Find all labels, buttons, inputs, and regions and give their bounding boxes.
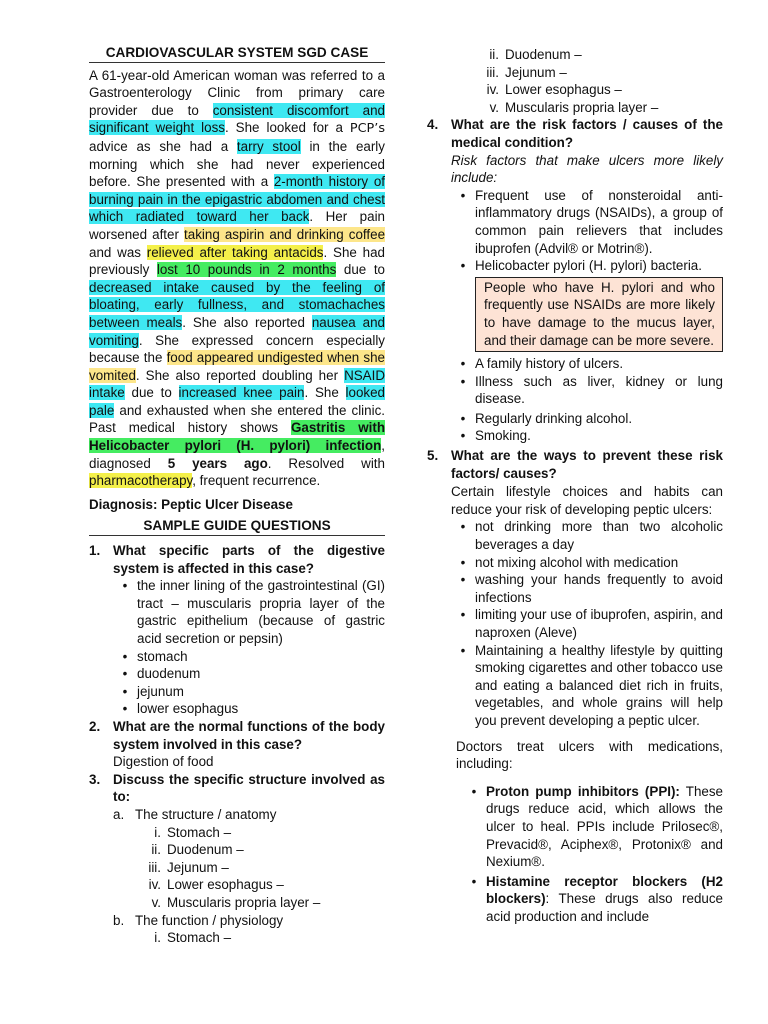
list-item-text: Maintaining a healthy lifestyle by quitting smoking cigarettes and other tobacco use and eating a balanced diet rich in fruits, vegetables, and whole grains will help you prevent developing a peptic ulcer.	[475, 642, 723, 728]
item-number: iii.	[486, 64, 499, 80]
list-item	[451, 606, 723, 641]
case-text: and exhausted when she entered the clinic. Past medical history shows	[89, 402, 385, 436]
list-item-text: Regularly drinking alcohol.	[475, 410, 633, 426]
question-3-answers	[89, 806, 385, 947]
list-item-text: Helicobacter pylori (H. pylori) bacteria.	[475, 258, 702, 274]
left-column	[89, 0, 385, 947]
case-text: . She	[304, 385, 346, 401]
list-item-text: lower esophagus	[137, 701, 239, 717]
highlight-nausea: nausea and vomiting	[89, 314, 385, 348]
list-item-text: limiting your use of ibuprofen, aspirin, and naproxen (Aleve)	[475, 607, 723, 640]
item-number: v.	[151, 894, 161, 910]
list-item	[451, 571, 723, 606]
list-item-text: Frequent use of nonsteroidal anti-inflammatory drugs (NSAIDs), a group of common pain relievers that includes ibuprofen (Advil® or Motrin®).	[475, 187, 723, 256]
case-text: A 61-year-old American woman was referred to a Gastroenterology Clinic from primary care provider due to	[89, 67, 385, 118]
list-item	[451, 518, 723, 553]
list-item	[462, 783, 723, 871]
bullet-icon: •	[460, 642, 466, 658]
list-item-text: These drugs reduce acid, which allows the ulcer to heal. PPIs include Prilosec®, Prevacid®, Aciphex®, Protonix® and Nexium®.	[486, 783, 723, 870]
list-item	[471, 81, 723, 99]
question-number: 3.	[89, 771, 101, 787]
list-item-text: Stomach –	[167, 824, 232, 840]
bullet-icon: •	[122, 578, 128, 594]
sub-question-b	[113, 912, 385, 930]
highlight-aspirin-coffee: taking aspirin and drinking coffee	[184, 226, 386, 242]
diagnosis: Diagnosis: Peptic Ulcer Disease	[89, 496, 293, 512]
list-item-text: Muscularis propria layer –	[505, 99, 659, 115]
bullet-icon: •	[122, 666, 128, 682]
highlight-undigested-food: food appeared undigested when she vomited	[89, 350, 385, 383]
case-text: . Her pain worsened after	[89, 209, 385, 242]
list-item	[133, 876, 385, 894]
list-item-text: : These drugs also reduce acid production and include	[486, 891, 723, 924]
list-item-text: not mixing alcohol with medication	[475, 554, 679, 570]
bullet-icon: •	[460, 572, 466, 588]
highlight-weight-loss: lost 10 pounds in 2 months	[156, 262, 337, 278]
list-item-text: Muscularis propria layer –	[167, 894, 321, 910]
list-item	[133, 894, 385, 912]
note-box: People who have H. pylori and who frequently use NSAIDs are more likely to have damage to the mucus layer, and their damage can be more severe.	[475, 277, 723, 352]
list-item	[451, 373, 723, 408]
item-number: ii.	[151, 842, 161, 858]
item-number: i.	[154, 930, 161, 946]
sub-list-a	[113, 824, 385, 912]
list-item-text: Duodenum –	[167, 842, 244, 858]
bold-years: 5 years ago	[167, 455, 268, 471]
question-text: What are the normal functions of the body system involved in this case?	[113, 718, 385, 752]
highlight-discomfort: consistent discomfort and significant weight loss	[89, 102, 385, 136]
item-number: iii.	[148, 859, 161, 875]
case-text: in the early morning which she had never experienced before. She presented with a	[89, 138, 385, 190]
list-item	[113, 700, 385, 718]
bullet-icon: •	[460, 187, 466, 203]
list-item	[451, 355, 723, 373]
list-item-text: Lower esophagus –	[505, 82, 622, 98]
list-item	[451, 427, 723, 445]
list-item	[133, 824, 385, 842]
item-number: ii.	[489, 47, 499, 62]
bullet-icon: •	[460, 356, 466, 372]
case-text: and was	[89, 244, 147, 260]
highlight-gastritis: Gastritis with Helicobacter pylori (H. pylori) infection	[89, 420, 385, 454]
list-item-text: Lower esophagus –	[167, 877, 284, 893]
list-item-text: Smoking.	[475, 428, 531, 444]
case-text: advice as she had a	[89, 138, 237, 154]
list-item	[471, 64, 723, 82]
list-item	[451, 187, 723, 257]
question-text: What are the ways to prevent these risk factors/ causes?	[451, 448, 723, 481]
right-column	[427, 0, 723, 926]
bullet-icon: •	[471, 783, 477, 799]
list-item-text: Stomach –	[167, 930, 232, 946]
list-item-text: Illness such as liver, kidney or lung disease.	[475, 373, 723, 407]
continued-list	[427, 0, 723, 116]
bullet-icon: •	[460, 373, 466, 389]
list-item	[133, 841, 385, 859]
question-number: 4.	[427, 117, 439, 133]
list-item	[133, 929, 385, 947]
item-number: iv.	[486, 82, 499, 98]
highlight-antacids: relieved after taking antacids	[146, 244, 324, 260]
question-number: 5.	[427, 448, 439, 464]
treatment-name: Histamine receptor blockers (H2 blockers)	[486, 873, 723, 907]
document-title-text: CARDIOVASCULAR SYSTEM SGD CASE	[105, 45, 369, 60]
list-item-text: Duodenum –	[505, 47, 582, 62]
highlight-pharmacotherapy: pharmacotherapy	[89, 473, 193, 489]
sub-question-a	[113, 806, 385, 824]
bullet-icon: •	[122, 648, 128, 664]
question-4-answers	[427, 152, 723, 446]
list-item-text: washing your hands frequently to avoid infections	[475, 572, 723, 605]
question-5	[427, 447, 723, 482]
treatment-intro: Doctors treat ulcers with medications, including:	[456, 738, 723, 772]
item-number: v.	[489, 99, 499, 115]
list-item	[471, 46, 723, 64]
case-text: . She also reported doubling her	[135, 367, 345, 383]
note-box-wrap	[451, 277, 723, 352]
highlight-knee-pain: increased knee pain	[178, 385, 305, 401]
list-item-text: the inner lining of the gastrointestinal (GI) tract – muscularis propria layer of the gastric epithelium (because of gastric acid secretion or pepsin)	[137, 578, 385, 646]
treatment-list	[427, 783, 723, 926]
list-item	[113, 648, 385, 666]
case-text: . She had previously	[89, 244, 385, 278]
list-item	[471, 99, 723, 117]
bullet-icon: •	[122, 701, 128, 717]
question-number: 1.	[89, 543, 101, 559]
question-text: What are the risk factors / causes of the medical condition?	[451, 117, 723, 150]
question-4	[427, 116, 723, 151]
item-number: iv.	[148, 877, 161, 893]
question-text: What specific parts of the digestive system is affected in this case?	[113, 543, 385, 576]
sub-label: a.	[113, 806, 125, 822]
bullet-icon: •	[460, 428, 466, 444]
sub-list-b	[113, 929, 385, 947]
bullet-icon: •	[460, 607, 466, 623]
bullet-icon: •	[122, 683, 128, 699]
list-item	[113, 577, 385, 647]
list-item-text: Jejunum –	[167, 859, 229, 875]
bullet-icon: •	[460, 519, 466, 535]
list-item	[451, 554, 723, 572]
bullet-icon: •	[460, 410, 466, 426]
risk-intro: Risk factors that make ulcers more likely include:	[451, 152, 723, 186]
case-text: , frequent recurrence.	[192, 473, 321, 489]
case-text: , diagnosed	[89, 438, 385, 471]
question-3	[89, 771, 385, 806]
sample-questions-heading-text: SAMPLE GUIDE QUESTIONS	[143, 518, 331, 534]
bullet-icon: •	[471, 873, 477, 889]
list-item	[451, 410, 723, 428]
list-item	[462, 873, 723, 926]
highlight-tarry-stool: tarry stool	[236, 138, 301, 154]
case-text: . Resolved with	[267, 455, 385, 471]
question-text: Discuss the specific structure involved as to:	[113, 771, 385, 805]
question-1	[89, 542, 385, 577]
case-text: . She also reported	[182, 314, 312, 330]
list-item	[133, 859, 385, 877]
case-text: due to	[124, 385, 179, 401]
question-5-answers	[427, 483, 723, 729]
case-paragraph	[89, 67, 385, 490]
sample-questions-heading	[89, 517, 385, 536]
list-item	[451, 642, 723, 730]
case-text: . She looked for a	[225, 120, 350, 136]
treatment-name: Proton pump inhibitors (PPI):	[486, 783, 680, 799]
document-title	[89, 0, 385, 63]
highlight-nsaid: NSAID intake	[89, 367, 385, 401]
sub-text: The structure / anatomy	[135, 806, 277, 822]
list-item-text: stomach	[137, 648, 188, 664]
list-item-text: A family history of ulcers.	[475, 356, 624, 372]
case-text: due to	[336, 262, 385, 278]
question-number: 2.	[89, 718, 101, 734]
prevention-intro: Certain lifestyle choices and habits can reduce your risk of developing peptic ulcers:	[451, 484, 723, 517]
list-item	[113, 665, 385, 683]
list-item-text: not drinking more than two alcoholic beverages a day	[475, 519, 723, 553]
item-number: i.	[154, 824, 161, 840]
question-1-answers	[89, 577, 385, 718]
bullet-icon: •	[460, 258, 466, 274]
sub-label: b.	[113, 912, 125, 928]
list-item-text: jejunum	[137, 683, 184, 699]
list-item-text: duodenum	[137, 666, 201, 682]
list-item-text: Jejunum –	[505, 64, 567, 80]
sub-text: The function / physiology	[135, 912, 284, 928]
case-text: PCP’s	[349, 121, 385, 137]
list-item	[113, 683, 385, 701]
highlight-pale: looked pale	[89, 385, 386, 418]
question-2-answer: Digestion of food	[113, 754, 214, 770]
bullet-icon: •	[460, 554, 466, 570]
highlight-decreased-intake: decreased intake caused by the feeling of bloating, early fullness, and stomachaches between meals	[89, 279, 385, 330]
list-item	[451, 257, 723, 275]
highlight-pain-history: 2-month history of burning pain in the epigastric abdomen and chest which radiated toward her back	[89, 174, 385, 225]
question-2	[89, 718, 385, 753]
case-text: . She expressed concern especially because the	[89, 332, 385, 366]
